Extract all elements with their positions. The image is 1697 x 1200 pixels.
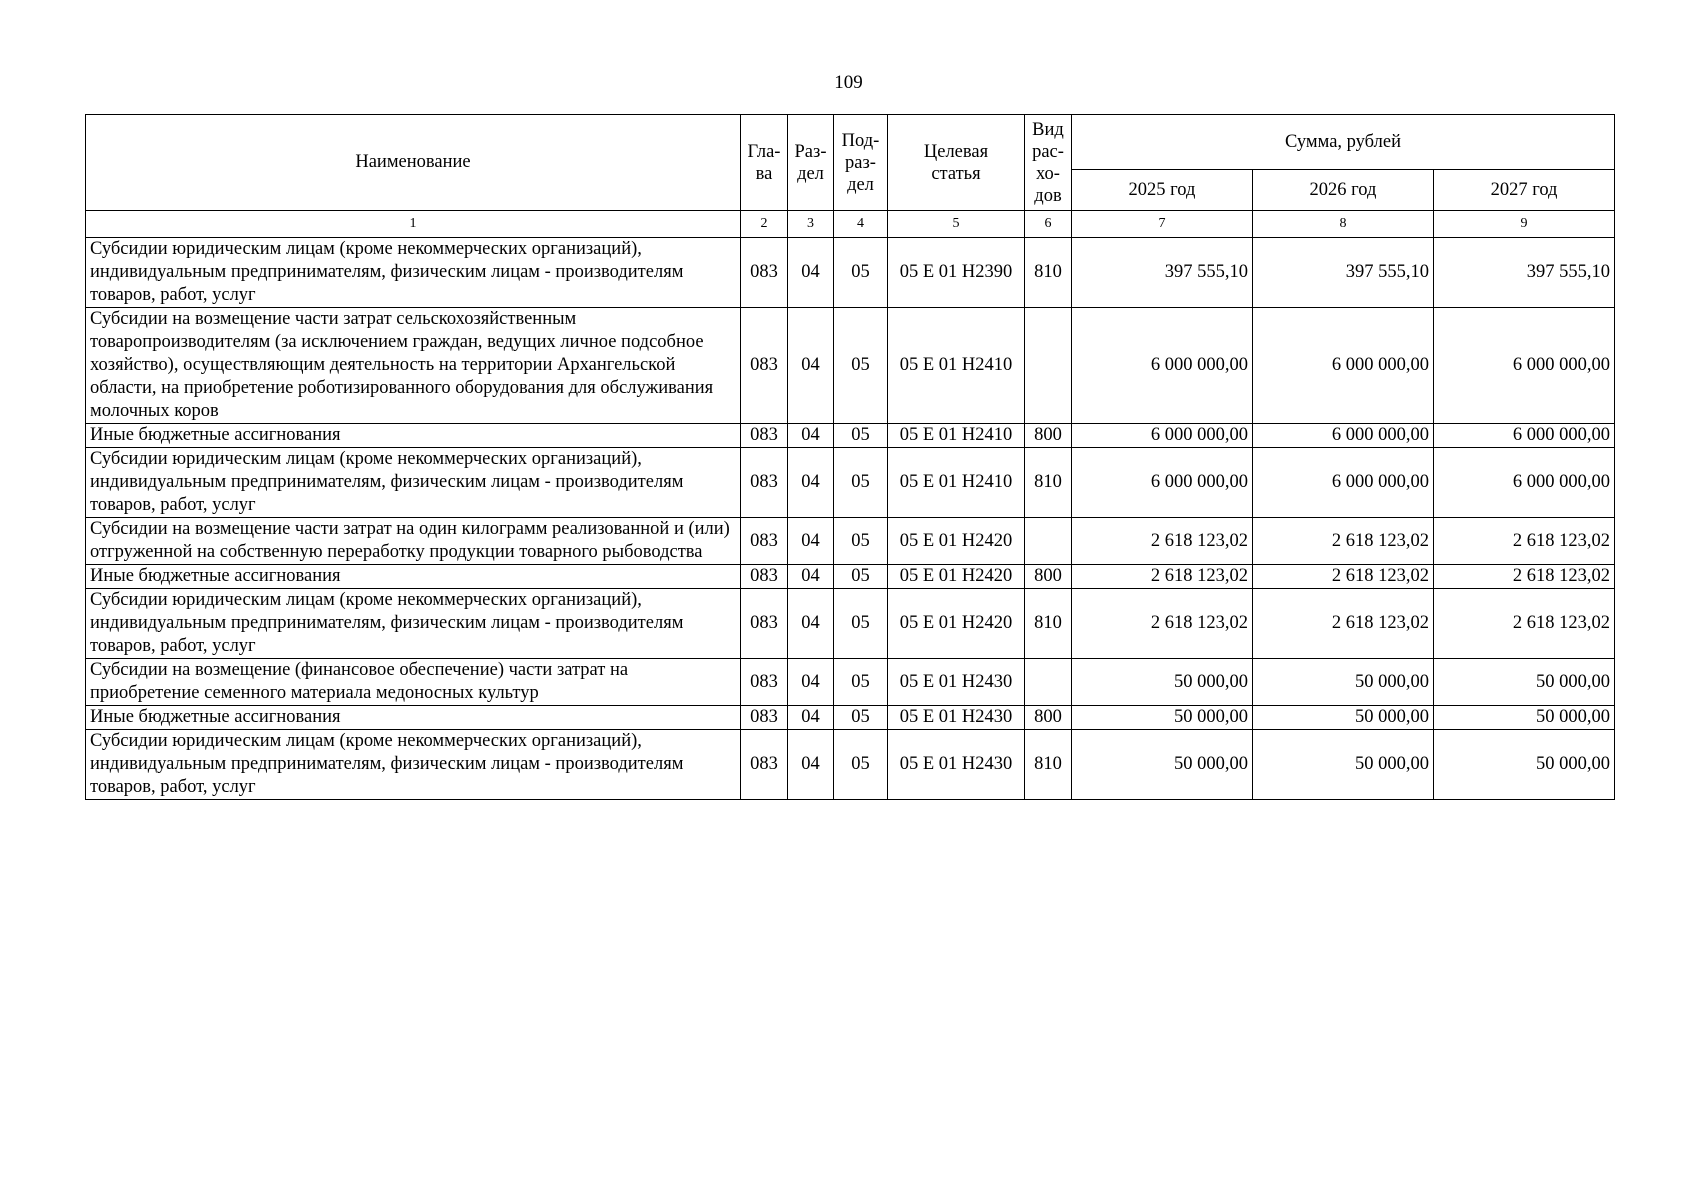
table-row <box>86 518 1615 565</box>
row-name: Иные бюджетные ассигнования <box>86 565 741 589</box>
column-number: 6 <box>1025 211 1072 238</box>
row-celevaya-statya: 05 Е 01 Н2410 <box>888 448 1025 518</box>
row-razdel: 04 <box>788 518 834 565</box>
row-podrazdel: 05 <box>834 518 888 565</box>
header-glava: Гла- ва <box>741 115 788 211</box>
column-number: 4 <box>834 211 888 238</box>
header-year-2025: 2025 год <box>1072 170 1253 211</box>
header-name: Наименование <box>86 115 741 211</box>
row-glava: 083 <box>741 518 788 565</box>
column-number: 9 <box>1434 211 1615 238</box>
column-number: 3 <box>788 211 834 238</box>
row-razdel: 04 <box>788 706 834 730</box>
header-vid-rashodov: Вид рас- хо- дов <box>1025 115 1072 211</box>
column-number: 8 <box>1253 211 1434 238</box>
row-celevaya-statya: 05 Е 01 Н2430 <box>888 706 1025 730</box>
table-row <box>86 659 1615 706</box>
row-razdel: 04 <box>788 448 834 518</box>
row-glava: 083 <box>741 238 788 308</box>
row-celevaya-statya: 05 Е 01 Н2420 <box>888 518 1025 565</box>
header-summa: Сумма, рублей <box>1072 115 1615 170</box>
row-razdel: 04 <box>788 589 834 659</box>
header-celevaya-statya: Целевая статья <box>888 115 1025 211</box>
row-celevaya-statya: 05 Е 01 Н2430 <box>888 659 1025 706</box>
row-amount-2026: 2 618 123,02 <box>1253 518 1434 565</box>
row-razdel: 04 <box>788 730 834 800</box>
column-number: 1 <box>86 211 741 238</box>
row-glava: 083 <box>741 659 788 706</box>
row-amount-2025: 2 618 123,02 <box>1072 589 1253 659</box>
row-podrazdel: 05 <box>834 659 888 706</box>
row-glava: 083 <box>741 308 788 424</box>
row-vid-rashodov <box>1025 518 1072 565</box>
row-amount-2026: 2 618 123,02 <box>1253 589 1434 659</box>
row-podrazdel: 05 <box>834 565 888 589</box>
row-amount-2025: 50 000,00 <box>1072 659 1253 706</box>
budget-table <box>85 114 1615 800</box>
row-amount-2025: 50 000,00 <box>1072 706 1253 730</box>
row-name: Субсидии юридическим лицам (кроме некоммерческих организаций), индивидуальным предпринимателям, физическим лицам - производителям товаров, работ, услуг <box>86 448 741 518</box>
row-amount-2026: 6 000 000,00 <box>1253 448 1434 518</box>
row-amount-2027: 6 000 000,00 <box>1434 308 1615 424</box>
row-amount-2026: 50 000,00 <box>1253 706 1434 730</box>
row-name: Иные бюджетные ассигнования <box>86 424 741 448</box>
row-razdel: 04 <box>788 424 834 448</box>
header-razdel: Раз- дел <box>788 115 834 211</box>
row-amount-2027: 2 618 123,02 <box>1434 565 1615 589</box>
table-row <box>86 706 1615 730</box>
row-amount-2025: 6 000 000,00 <box>1072 448 1253 518</box>
row-amount-2026: 50 000,00 <box>1253 659 1434 706</box>
table-row <box>86 308 1615 424</box>
column-number-row <box>86 211 1615 238</box>
row-name: Субсидии юридическим лицам (кроме некоммерческих организаций), индивидуальным предпринимателям, физическим лицам - производителям товаров, работ, услуг <box>86 238 741 308</box>
row-name: Иные бюджетные ассигнования <box>86 706 741 730</box>
row-razdel: 04 <box>788 308 834 424</box>
row-podrazdel: 05 <box>834 706 888 730</box>
row-celevaya-statya: 05 Е 01 Н2390 <box>888 238 1025 308</box>
row-celevaya-statya: 05 Е 01 Н2410 <box>888 424 1025 448</box>
row-amount-2027: 6 000 000,00 <box>1434 424 1615 448</box>
column-number: 7 <box>1072 211 1253 238</box>
table-row <box>86 424 1615 448</box>
row-vid-rashodov: 810 <box>1025 448 1072 518</box>
row-amount-2027: 50 000,00 <box>1434 730 1615 800</box>
column-number: 5 <box>888 211 1025 238</box>
row-celevaya-statya: 05 Е 01 Н2410 <box>888 308 1025 424</box>
row-amount-2027: 50 000,00 <box>1434 706 1615 730</box>
row-amount-2027: 50 000,00 <box>1434 659 1615 706</box>
row-glava: 083 <box>741 706 788 730</box>
row-vid-rashodov: 800 <box>1025 706 1072 730</box>
row-amount-2026: 6 000 000,00 <box>1253 424 1434 448</box>
row-amount-2026: 2 618 123,02 <box>1253 565 1434 589</box>
column-number: 2 <box>741 211 788 238</box>
row-vid-rashodov: 810 <box>1025 238 1072 308</box>
row-name: Субсидии юридическим лицам (кроме некоммерческих организаций), индивидуальным предпринимателям, физическим лицам - производителям товаров, работ, услуг <box>86 589 741 659</box>
row-razdel: 04 <box>788 565 834 589</box>
row-amount-2025: 6 000 000,00 <box>1072 424 1253 448</box>
row-amount-2026: 6 000 000,00 <box>1253 308 1434 424</box>
row-podrazdel: 05 <box>834 730 888 800</box>
row-amount-2025: 397 555,10 <box>1072 238 1253 308</box>
row-name: Субсидии на возмещение части затрат сельскохозяйственным товаропроизводителям (за исключением граждан, ведущих личное подсобное хозяйство), осуществляющим деятельность на территории Архангельской области, на приобретение роботизированного оборудования для обслуживания молочных коров <box>86 308 741 424</box>
table-row <box>86 589 1615 659</box>
row-amount-2027: 2 618 123,02 <box>1434 518 1615 565</box>
table-row <box>86 565 1615 589</box>
table-row <box>86 730 1615 800</box>
row-podrazdel: 05 <box>834 424 888 448</box>
row-amount-2026: 50 000,00 <box>1253 730 1434 800</box>
row-podrazdel: 05 <box>834 238 888 308</box>
row-razdel: 04 <box>788 238 834 308</box>
row-vid-rashodov: 810 <box>1025 730 1072 800</box>
row-amount-2025: 2 618 123,02 <box>1072 565 1253 589</box>
row-podrazdel: 05 <box>834 448 888 518</box>
page-number: 109 <box>834 72 863 93</box>
row-podrazdel: 05 <box>834 589 888 659</box>
row-celevaya-statya: 05 Е 01 Н2420 <box>888 589 1025 659</box>
row-name: Субсидии на возмещение (финансовое обеспечение) части затрат на приобретение семенного материала медоносных культур <box>86 659 741 706</box>
row-podrazdel: 05 <box>834 308 888 424</box>
row-amount-2025: 50 000,00 <box>1072 730 1253 800</box>
row-razdel: 04 <box>788 659 834 706</box>
row-name: Субсидии юридическим лицам (кроме некоммерческих организаций), индивидуальным предпринимателям, физическим лицам - производителям товаров, работ, услуг <box>86 730 741 800</box>
row-celevaya-statya: 05 Е 01 Н2430 <box>888 730 1025 800</box>
row-glava: 083 <box>741 730 788 800</box>
row-vid-rashodov <box>1025 308 1072 424</box>
table-row <box>86 238 1615 308</box>
row-amount-2027: 2 618 123,02 <box>1434 589 1615 659</box>
row-glava: 083 <box>741 589 788 659</box>
row-glava: 083 <box>741 565 788 589</box>
row-amount-2027: 6 000 000,00 <box>1434 448 1615 518</box>
row-amount-2027: 397 555,10 <box>1434 238 1615 308</box>
row-amount-2026: 397 555,10 <box>1253 238 1434 308</box>
row-celevaya-statya: 05 Е 01 Н2420 <box>888 565 1025 589</box>
row-amount-2025: 2 618 123,02 <box>1072 518 1253 565</box>
row-vid-rashodov <box>1025 659 1072 706</box>
header-podrazdel: Под- раз- дел <box>834 115 888 211</box>
row-glava: 083 <box>741 424 788 448</box>
row-vid-rashodov: 800 <box>1025 424 1072 448</box>
header-year-2027: 2027 год <box>1434 170 1615 211</box>
row-amount-2025: 6 000 000,00 <box>1072 308 1253 424</box>
row-glava: 083 <box>741 448 788 518</box>
row-name: Субсидии на возмещение части затрат на один килограмм реализованной и (или) отгруженной на собственную переработку продукции товарного рыбоводства <box>86 518 741 565</box>
table-row <box>86 448 1615 518</box>
row-vid-rashodov: 800 <box>1025 565 1072 589</box>
header-year-2026: 2026 год <box>1253 170 1434 211</box>
row-vid-rashodov: 810 <box>1025 589 1072 659</box>
